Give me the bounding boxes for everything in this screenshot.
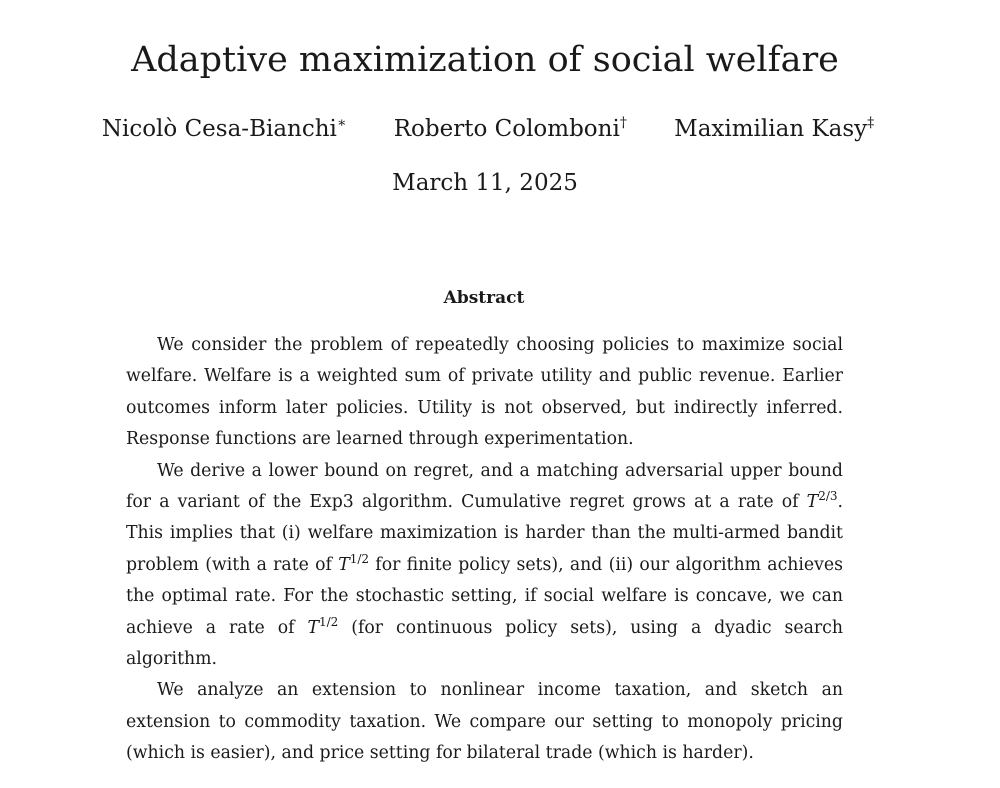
abstract-body [126,330,843,770]
math-base: T [806,492,819,513]
author-list [0,116,976,142]
abstract-paragraph-2 [126,456,843,676]
math-exponent: 1/2 [319,614,339,629]
author-name: Maximilian Kasy [674,116,868,142]
text-span: We derive a lower bound on regret, and a matching adversarial upper bound for a variant of the Exp3 algorithm. Cumulative regret grows at a rate of [126,460,843,513]
author-3 [674,116,874,142]
math-base: T [338,554,350,575]
math-t-two-thirds [806,489,838,513]
author-footnote-mark: ∗ [336,115,347,131]
author-1 [102,116,347,142]
math-exponent: 1/2 [349,551,370,566]
author-2 [394,116,627,142]
author-name: Nicolò Cesa-Bianchi [101,116,337,142]
text-span: (for continuous policy sets), using a dyadic search algorithm. [126,617,843,670]
math-t-one-half [338,551,370,575]
abstract-paragraph-3: We analyze an extension to nonlinear income taxation, and sketch an extension to commodity taxation. We compare our setting to monopoly pricing (which is easier), and price setting for bilateral trade (which is harder). [126,680,843,764]
author-name: Roberto Colomboni [393,116,620,142]
text-span: for finite policy sets), and (ii) our algorithm achieves the optimal rate. For the stochastic setting, if social welfare is concave, we can achieve a rate of [126,554,843,638]
math-exponent: 2/3 [818,489,838,504]
author-footnote-mark: ‡ [867,115,875,131]
math-t-one-half [307,614,339,638]
math-base: T [307,617,319,638]
paper-title: Adaptive maximization of social welfare [131,40,839,80]
paper-date: March 11, 2025 [392,170,578,196]
text-span: . This implies that (i) welfare maximization is harder than the multi-armed bandit problem (with a rate of [126,492,843,575]
abstract-heading: Abstract [443,288,525,308]
author-footnote-mark: † [619,115,627,131]
abstract-paragraph-1: We consider the problem of repeatedly choosing policies to maximize social welfare. Welfare is a weighted sum of private utility and public revenue. Earlier outcomes inform later policies. Utility is not observed, but indirectly inferred. Response functions are learned through experimentation. [126,335,843,450]
